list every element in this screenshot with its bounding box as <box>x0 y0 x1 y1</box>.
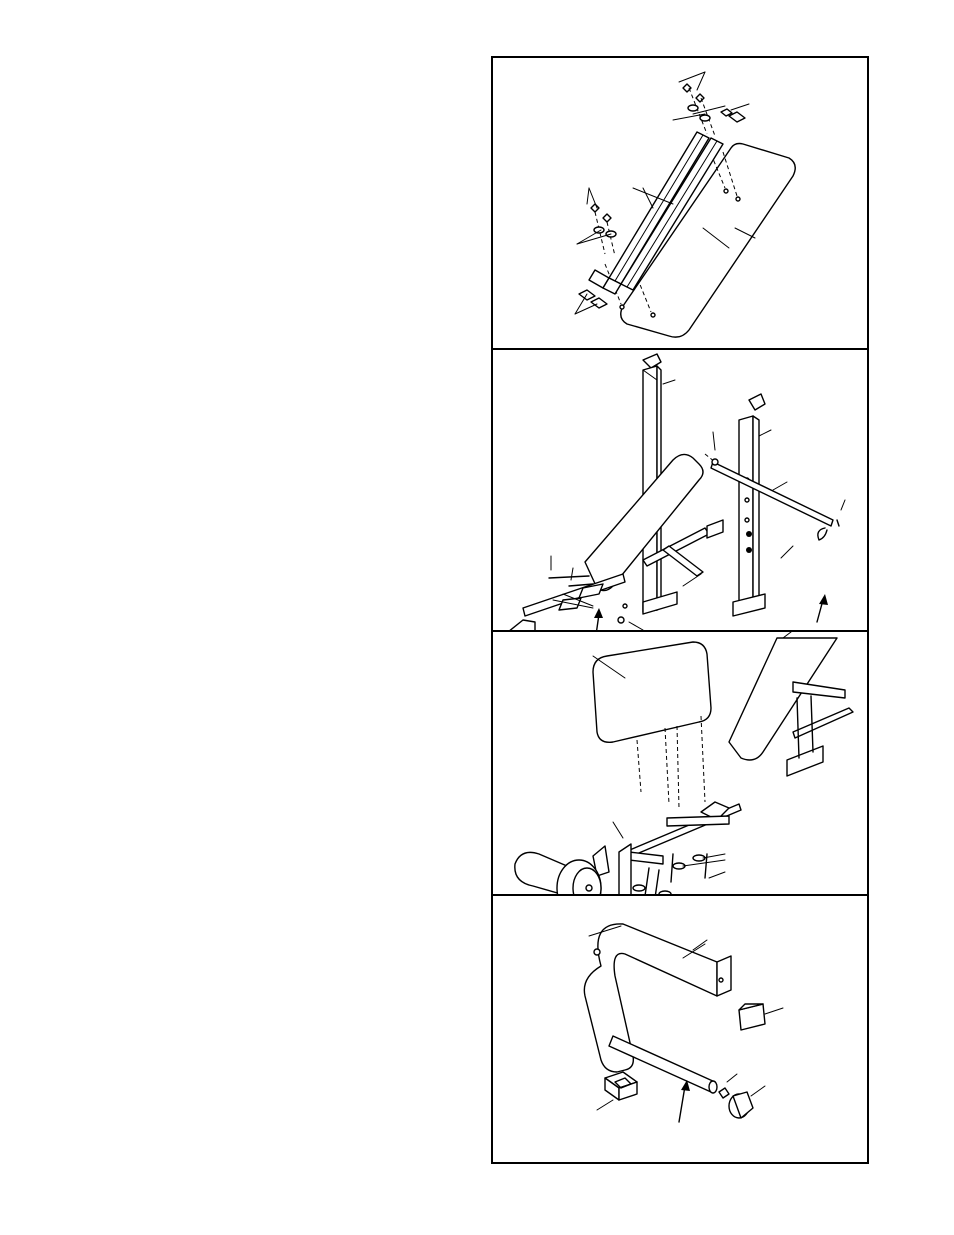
assembly-step-uprights <box>493 350 867 630</box>
seat-pad-illustration <box>493 632 867 894</box>
assembly-step-backrest-pad <box>493 58 867 348</box>
bench-uprights-illustration <box>493 350 867 630</box>
backrest-pad-illustration <box>493 58 867 348</box>
assembly-figure-frame <box>491 56 869 1164</box>
assembly-step-leg-lever <box>493 896 867 1162</box>
leg-lever-illustration <box>493 896 867 1162</box>
assembly-step-seat-pad <box>493 632 867 894</box>
